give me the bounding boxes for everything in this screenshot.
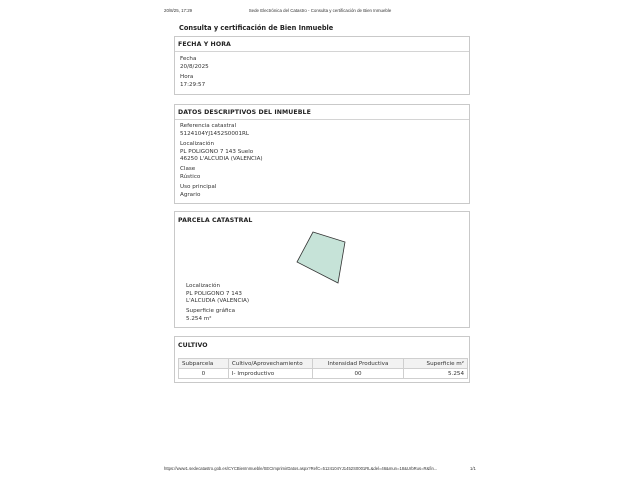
cultivo-panel <box>174 336 470 383</box>
page-title: Consulta y certificación de Bien Inmueble <box>179 24 334 32</box>
hora-label: Hora <box>180 74 194 80</box>
column-header-cultivo: Cultivo/Aprovechamiento <box>228 359 312 369</box>
hora-value: 17:29:57 <box>180 82 206 88</box>
column-header-intensidad: Intensidad Productiva <box>312 359 403 369</box>
clase-label: Clase <box>180 166 196 172</box>
print-url[interactable]: https://www1.sedecatastro.gob.es/CYCBienInmueble/SECImprimirDatos.aspx?RefC=5124104YJ1452S0001RL&del=46&mun=18&UrbRus=R&fin... <box>164 466 438 471</box>
superficie-value: 5.254 m² <box>186 316 212 322</box>
referencia-value: 5124104YJ1452S0001RL <box>180 131 250 137</box>
clase-value: Rústico <box>180 174 201 180</box>
print-page-title: Sede Electrónica del Catastro - Consulta y certificación de Bien Inmueble <box>248 8 392 13</box>
table-header-row <box>179 359 468 369</box>
cell-intensidad: 00 <box>312 369 403 379</box>
cell-subparcela: 0 <box>179 369 229 379</box>
table-row <box>179 369 468 379</box>
parcel-plan-image <box>296 230 348 286</box>
referencia-label: Referencia catastral <box>180 123 236 129</box>
print-footer <box>0 466 640 474</box>
cell-cultivo: I- Improductivo <box>228 369 312 379</box>
fecha-value: 20/8/2025 <box>180 64 209 70</box>
page-count: 1/1 <box>470 466 476 471</box>
parcela-catastral-panel <box>174 211 470 328</box>
column-header-superficie: Superficie m² <box>404 359 468 369</box>
fecha-hora-panel <box>174 36 470 95</box>
print-header <box>0 8 640 16</box>
datos-title: DATOS DESCRIPTIVOS DEL INMUEBLE <box>178 109 311 116</box>
cell-superficie: 5.254 <box>404 369 468 379</box>
fecha-hora-title: FECHA Y HORA <box>178 41 231 48</box>
column-header-subparcela: Subparcela <box>179 359 229 369</box>
superficie-label: Superficie gráfica <box>186 308 236 314</box>
datos-descriptivos-panel <box>174 104 470 204</box>
parcela-localizacion-line2: L'ALCUDIA (VALENCIA) <box>186 298 250 304</box>
parcela-localizacion-label: Localización <box>186 283 221 289</box>
cultivo-table <box>178 358 468 379</box>
cultivo-title: CULTIVO <box>178 342 208 349</box>
print-date: 20/8/25, 17:29 <box>164 8 193 13</box>
localizacion-line2: 46250 L'ALCUDIA (VALENCIA) <box>180 156 263 162</box>
uso-label: Uso principal <box>180 184 217 190</box>
panel-divider <box>175 51 469 52</box>
localizacion-label: Localización <box>180 141 215 147</box>
parcel-polygon <box>297 232 345 283</box>
panel-divider <box>175 119 469 120</box>
uso-value: Agrario <box>180 192 201 198</box>
localizacion-line1: PL POLIGONO 7 143 Suelo <box>180 149 254 155</box>
parcela-title: PARCELA CATASTRAL <box>178 217 253 224</box>
fecha-label: Fecha <box>180 56 197 62</box>
parcela-localizacion-line1: PL POLIGONO 7 143 <box>186 291 242 297</box>
